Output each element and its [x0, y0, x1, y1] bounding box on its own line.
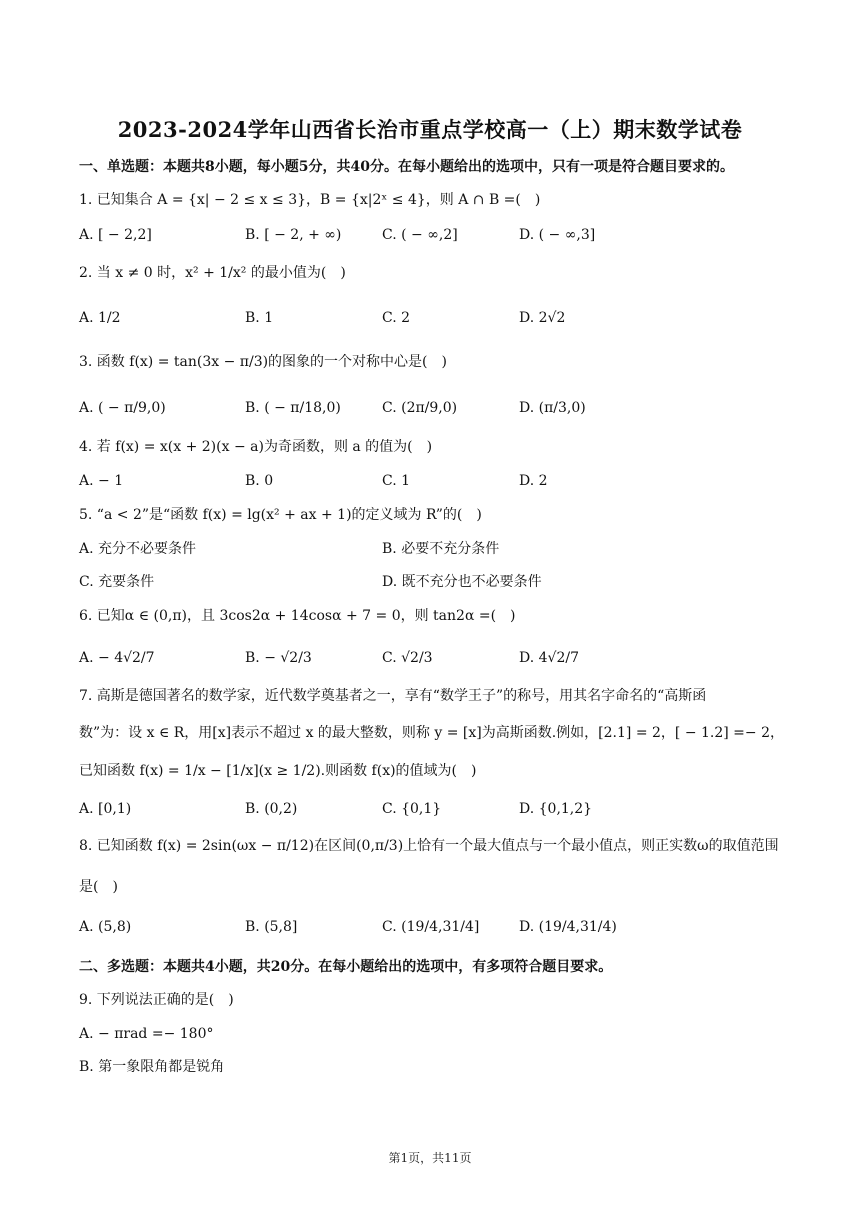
- question-4-stem: 4. 若 f(x) = x(x + 2)(x − a)为奇函数，则 a 的值为( ): [79, 439, 433, 455]
- question-8-option-a: A. (5,8): [79, 919, 132, 935]
- question-2-option-c: C. 2: [382, 310, 411, 326]
- question-7-option-a: A. [0,1): [79, 801, 132, 817]
- question-6-option-c: C. √2/3: [382, 650, 433, 666]
- question-8-option-b: B. (5,8]: [245, 919, 298, 935]
- question-7-option-d: D. {0,1,2}: [519, 801, 593, 817]
- question-5-option-d: D. 既不充分也不必要条件: [382, 574, 542, 590]
- question-1-option-b: B. [ − 2, + ∞): [245, 227, 342, 243]
- exam-title: 2023-2024学年山西省长治市重点学校高一（上）期末数学试卷: [117, 117, 743, 142]
- page-footer: 第1页，共11页: [388, 1151, 472, 1165]
- question-2-stem: 2. 当 x ≠ 0 时，x² + 1/x² 的最小值为( ): [79, 265, 346, 281]
- question-8-stem-line-2: 是( ): [79, 879, 118, 895]
- question-5-stem: 5. “a < 2”是“函数 f(x) = lg(x² + ax + 1)的定义域为 R”的( ): [79, 507, 482, 523]
- question-7-option-c: C. {0,1}: [382, 801, 442, 817]
- question-4-option-a: A. − 1: [79, 473, 124, 489]
- question-2-option-d: D. 2√2: [519, 310, 566, 326]
- question-3-option-b: B. ( − π/18,0): [245, 400, 341, 416]
- question-9-option-b: B. 第一象限角都是锐角: [79, 1059, 225, 1075]
- question-6-option-d: D. 4√2/7: [519, 650, 579, 666]
- question-7-stem-line-1: 7. 高斯是德国著名的数学家，近代数学奠基者之一，享有“数学王子”的称号，用其名字命名的“高斯函: [79, 688, 707, 704]
- question-9-stem: 9. 下列说法正确的是( ): [79, 992, 234, 1008]
- question-8-option-c: C. (19/4,31/4]: [382, 919, 480, 935]
- question-4-option-b: B. 0: [245, 473, 274, 489]
- question-6-option-b: B. − √2/3: [245, 650, 312, 666]
- question-4-option-c: C. 1: [382, 473, 411, 489]
- question-8-option-d: D. (19/4,31/4): [519, 919, 617, 935]
- question-2-option-a: A. 1/2: [79, 310, 121, 326]
- question-5-option-b: B. 必要不充分条件: [382, 541, 500, 557]
- question-5-option-a: A. 充分不必要条件: [79, 541, 197, 557]
- question-3-option-d: D. (π/3,0): [519, 400, 586, 416]
- question-7-option-b: B. (0,2): [245, 801, 298, 817]
- question-6-stem: 6. 已知α ∈ (0,π)，且 3cos2α + 14cosα + 7 = 0，则 tan2α =( ): [79, 608, 516, 624]
- question-3-stem: 3. 函数 f(x) = tan(3x − π/3)的图象的一个对称中心是( ): [79, 354, 447, 370]
- question-2-option-b: B. 1: [245, 310, 274, 326]
- question-5-option-c: C. 充要条件: [79, 574, 155, 590]
- question-3-option-c: C. (2π/9,0): [382, 400, 458, 416]
- question-1-stem: 1. 已知集合 A = {x| − 2 ≤ x ≤ 3}，B = {x|2ˣ ≤ 4}，则 A ∩ B =( ): [79, 192, 541, 208]
- question-4-option-d: D. 2: [519, 473, 548, 489]
- question-6-option-a: A. − 4√2/7: [79, 650, 155, 666]
- question-1-option-c: C. ( − ∞,2]: [382, 227, 458, 243]
- section-2-heading: 二、多选题：本题共4小题，共20分。在每小题给出的选项中，有多项符合题目要求。: [79, 959, 613, 975]
- question-7-stem-line-2: 数”为：设 x ∈ R，用[x]表示不超过 x 的最大整数，则称 y = [x]为高斯函数.例如，[2.1] = 2，[ − 1.2] =− 2，: [79, 725, 784, 741]
- question-1-option-d: D. ( − ∞,3]: [519, 227, 596, 243]
- section-1-heading: 一、单选题：本题共8小题，每小题5分，共40分。在每小题给出的选项中，只有一项是符合题目要求的。: [79, 159, 734, 175]
- question-1-option-a: A. [ − 2,2]: [79, 227, 152, 243]
- question-3-option-a: A. ( − π/9,0): [79, 400, 166, 416]
- question-7-stem-line-3: 已知函数 f(x) = 1/x − [1/x](x ≥ 1/2).则函数 f(x)的值域为( ): [79, 763, 477, 779]
- question-8-stem-line-1: 8. 已知函数 f(x) = 2sin(ωx − π/12)在区间(0,π/3)上恰有一个最大值点与一个最小值点，则正实数ω的取值范围: [79, 838, 779, 854]
- question-9-option-a: A. − πrad =− 180°: [79, 1026, 214, 1042]
